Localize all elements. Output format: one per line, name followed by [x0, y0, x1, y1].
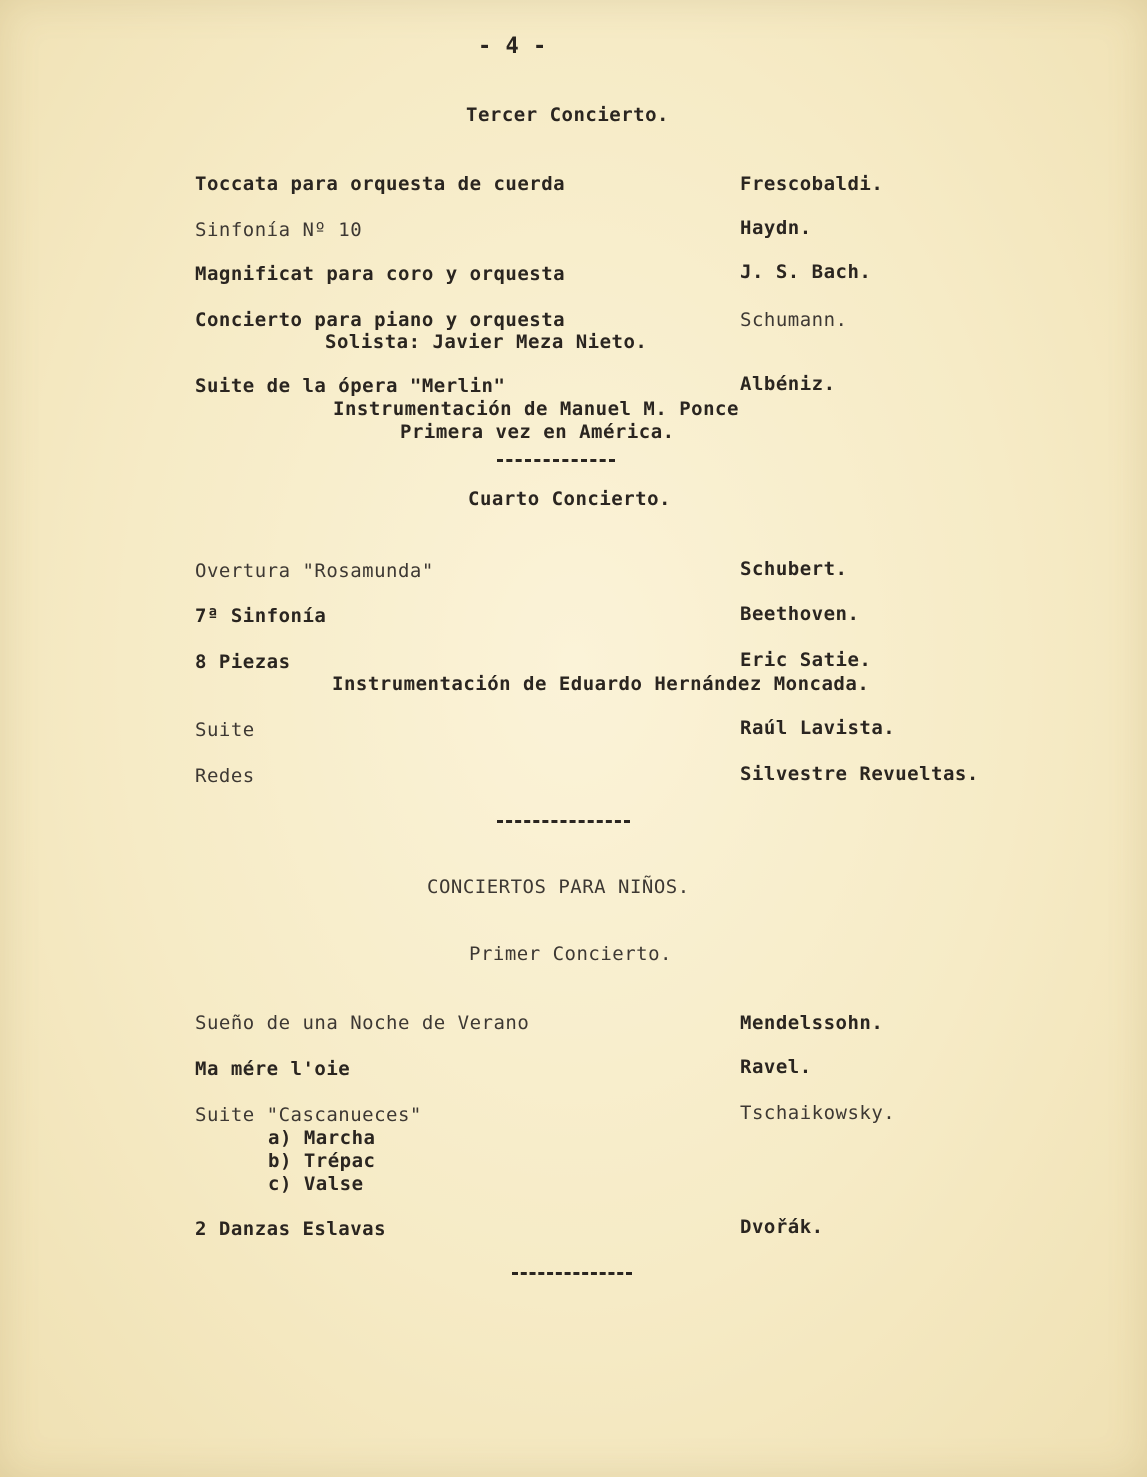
section-heading-tercer: Tercer Concierto.: [466, 104, 669, 126]
piece-title: Sueño de una Noche de Verano: [195, 1012, 530, 1034]
composer: Eric Satie.: [740, 649, 872, 671]
piece-title: Concierto para piano y orquesta: [195, 309, 566, 331]
composer: Beethoven.: [740, 603, 860, 625]
movement-item: c) Valse: [268, 1173, 364, 1195]
page-number: - 4 -: [478, 34, 547, 59]
piece-title: 2 Danzas Eslavas: [195, 1218, 387, 1240]
composer: Mendelssohn.: [740, 1012, 884, 1034]
section-heading-ninos: CONCIERTOS PARA NIÑOS.: [427, 876, 690, 898]
composer: Tschaikowsky.: [740, 1102, 896, 1124]
composer: Ravel.: [740, 1056, 812, 1078]
piece-title: Suite de la ópera "Merlin": [195, 375, 506, 397]
movement-item: a) Marcha: [268, 1127, 376, 1149]
piece-title: Overtura "Rosamunda": [195, 560, 434, 582]
composer: Frescobaldi.: [740, 173, 884, 195]
composer: J. S. Bach.: [740, 261, 872, 283]
piece-title: Suite: [195, 719, 255, 741]
composer: Albéniz.: [740, 373, 836, 395]
composer: Silvestre Revueltas.: [740, 763, 979, 785]
movement-item: b) Trépac: [268, 1150, 376, 1172]
subsection-heading-primer: Primer Concierto.: [469, 943, 672, 965]
section-heading-cuarto: Cuarto Concierto.: [468, 488, 671, 510]
piece-title: Redes: [195, 765, 255, 787]
piece-note: Instrumentación de Manuel M. Ponce: [333, 398, 739, 420]
piece-title: 7ª Sinfonía: [195, 605, 327, 627]
piece-title: Ma mére l'oie: [195, 1058, 351, 1080]
piece-note: Solista: Javier Meza Nieto.: [325, 331, 648, 353]
piece-title: 8 Piezas: [195, 651, 291, 673]
piece-note: Instrumentación de Eduardo Hernández Moncada.: [332, 673, 870, 695]
separator-rule: [512, 1272, 632, 1275]
piece-title: Sinfonía Nº 10: [195, 219, 363, 241]
piece-title: Toccata para orquesta de cuerda: [195, 173, 566, 195]
separator-rule: [497, 820, 630, 823]
piece-title: Suite "Cascanueces": [195, 1104, 422, 1126]
composer: Haydn.: [740, 217, 812, 239]
composer: Raúl Lavista.: [740, 717, 896, 739]
piece-title: Magnificat para coro y orquesta: [195, 263, 566, 285]
composer: Schumann.: [740, 309, 848, 331]
composer: Schubert.: [740, 558, 848, 580]
piece-note: Primera vez en América.: [400, 421, 675, 443]
composer: Dvořák.: [740, 1216, 824, 1238]
separator-rule: [497, 459, 615, 462]
